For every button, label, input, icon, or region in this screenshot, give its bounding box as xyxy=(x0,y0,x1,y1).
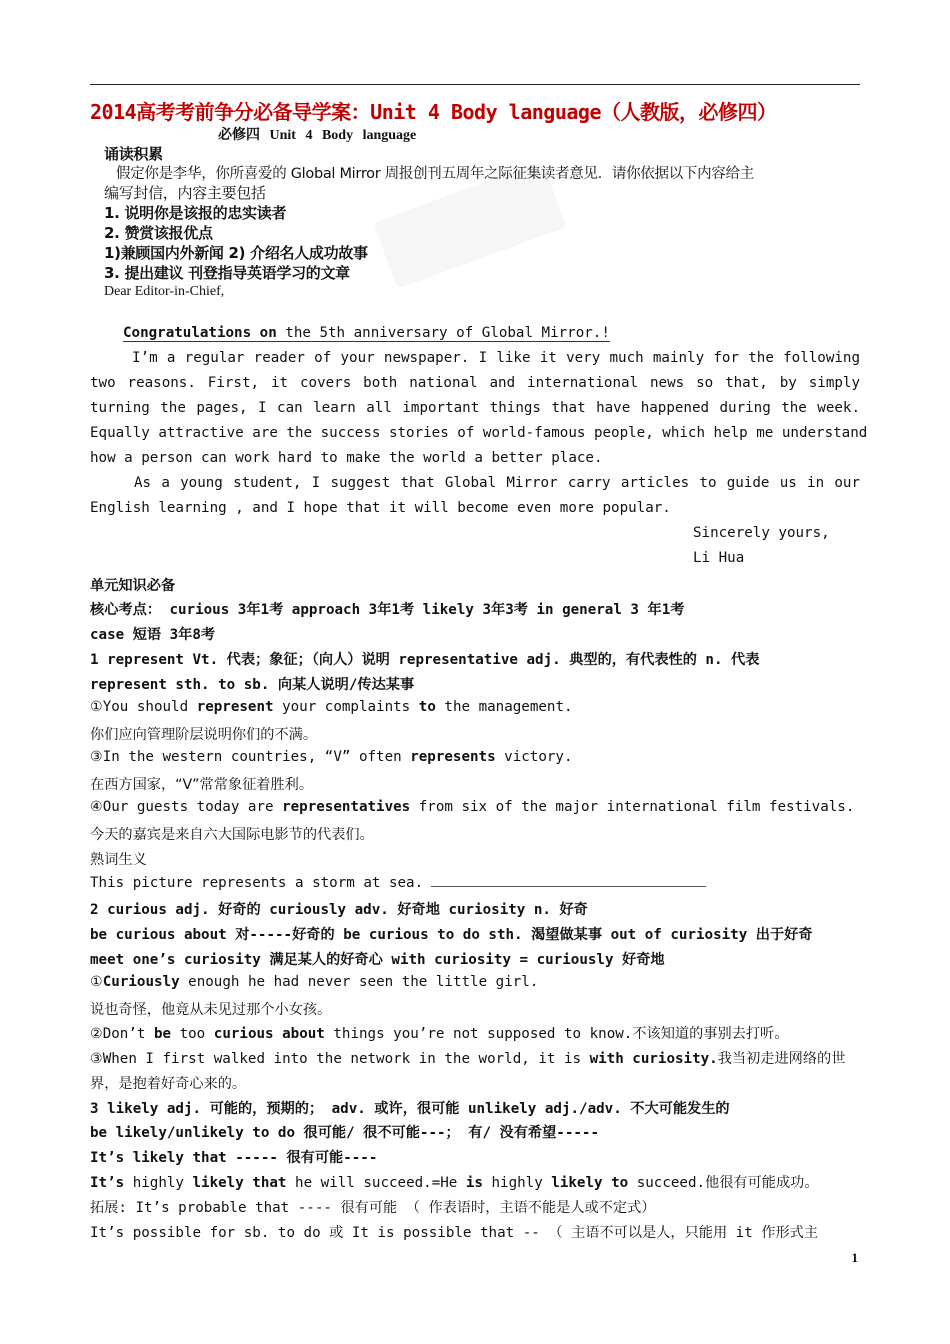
section-heading-knowledge: 单元知识必备 xyxy=(90,578,176,594)
page-number: 1 xyxy=(851,1250,858,1265)
letter-p1-line2: two reasons. First, it covers both national and international news so that, by simply xyxy=(90,375,860,391)
curious-example-3: ③When I first walked into the network in the world, it is with curiosity.我当初走进网络的世 xyxy=(90,1051,846,1067)
represent-example-3-cn: 今天的嘉宾是来自六大国际电影节的代表们。 xyxy=(90,827,374,843)
curious-heading: 2 curious adj. 好奇的 curiously adv. 好奇地 curiosity n. 好奇 xyxy=(90,902,588,918)
curious-example-1-cn: 说也奇怪，他竟从未见过那个小女孩。 xyxy=(90,1002,332,1018)
new-meaning-label: 熟词生义 xyxy=(90,852,147,868)
writing-prompt-cont: 编写封信，内容主要包括 xyxy=(104,184,266,202)
point-1: 1. 说明你是该报的忠实读者 xyxy=(104,204,287,222)
curious-example-3-cont: 界，是抱着好奇心来的。 xyxy=(90,1076,247,1092)
curious-example-1: ①Curiously enough he had never seen the little girl. xyxy=(90,974,539,990)
likely-example-1: It’s highly likely that he will succeed.=He is highly likely to succeed.他很有可能成功。 xyxy=(90,1175,819,1191)
letter-p2-line1: As a young student, I suggest that Global Mirror carry articles to guide us in our xyxy=(134,475,860,491)
letter-closing: Sincerely yours, xyxy=(693,525,830,541)
letter-signature: Li Hua xyxy=(693,550,745,566)
section-heading-reading: 诵读积累 xyxy=(104,145,163,163)
point-2-detail: 1)兼顾国内外新闻 2) 介绍名人成功故事 xyxy=(104,244,368,262)
represent-example-1-cn: 你们应向管理阶层说明你们的不满。 xyxy=(90,727,318,743)
core-points-cont: case 短语 3年8考 xyxy=(90,627,216,643)
letter-opening xyxy=(123,325,610,342)
point-2: 2. 赞赏该报优点 xyxy=(104,224,213,242)
document-title: 2014高考考前争分必备导学案：Unit 4 Body language（人教版，必修四） xyxy=(90,100,777,124)
new-meaning-example: This picture represents a storm at sea. xyxy=(90,874,860,891)
letter-p1-line5: how a person can work hard to make the world a better place. xyxy=(90,450,603,466)
curious-example-2: ②Don’t be too curious about things you’re not supposed to know.不该知道的事别去打听。 xyxy=(90,1026,789,1042)
header-rule xyxy=(90,84,860,85)
likely-extension-2: It’s possible for sb. to do 或 It is possible that -- （ 主语不可以是人，只能用 it 作形式主 xyxy=(90,1225,819,1241)
likely-phrase-2: It’s likely that ----- 很有可能---- xyxy=(90,1150,378,1166)
likely-heading: 3 likely adj. 可能的，预期的； adv. 或许，很可能 unlikely adj./adv. 不大可能发生的 xyxy=(90,1101,730,1117)
core-points: 核心考点： curious 3年1考 approach 3年1考 likely 3年3考 in general 3 年1考 xyxy=(90,602,685,618)
point-3: 3. 提出建议 刊登指导英语学习的文章 xyxy=(104,264,350,282)
opening-bold: Congratulations on xyxy=(123,325,277,341)
represent-heading: 1 represent Vt. 代表；象征；（向人）说明 representative adj. 典型的，有代表性的 n. 代表 xyxy=(90,652,760,668)
likely-extension: 拓展: It’s probable that ---- 很有可能 （ 作表语时，主语不能是人或不定式） xyxy=(90,1200,656,1216)
represent-example-2: ③In the western countries, “V” often represents victory. xyxy=(90,749,573,765)
curious-phrases-1: be curious about 对-----好奇的 be curious to do sth. 渴望做某事 out of curiosity 出于好奇 xyxy=(90,927,813,943)
represent-example-2-cn: 在西方国家，“V”常常象征着胜利。 xyxy=(90,777,314,793)
document-subtitle: 必修四 Unit 4 Body language xyxy=(218,128,417,143)
opening-rest: the 5th anniversary of Global Mirror.! xyxy=(276,325,610,341)
likely-phrase-1: be likely/unlikely to do 很可能/ 很不可能---； 有/ 没有希望----- xyxy=(90,1125,600,1141)
represent-phrase: represent sth. to sb. 向某人说明/传达某事 xyxy=(90,677,415,693)
letter-p2-line2: English learning , and I hope that it will become even more popular. xyxy=(90,500,671,516)
salutation: Dear Editor-in-Chief, xyxy=(104,284,225,299)
letter-p1-line1: I’m a regular reader of your newspaper. I like it very much mainly for the following xyxy=(132,350,860,366)
represent-example-3: ④Our guests today are representatives from six of the major international film festivals. xyxy=(90,799,855,815)
letter-p1-line4: Equally attractive are the success stories of world-famous people, which help me understand xyxy=(90,425,868,441)
curious-phrases-2: meet one’s curiosity 满足某人的好奇心 with curiosity = curiously 好奇地 xyxy=(90,952,665,968)
letter-p1-line3: turning the pages, I can learn all important things that have happened during the week. xyxy=(90,400,860,416)
represent-example-1: ①You should represent your complaints to the management. xyxy=(90,699,573,715)
writing-prompt: 假定你是李华，你所喜爱的 Global Mirror 周报创刊五周年之际征集读者意见．请你依据以下内容给主 xyxy=(116,166,754,182)
answer-blank[interactable] xyxy=(431,874,706,887)
